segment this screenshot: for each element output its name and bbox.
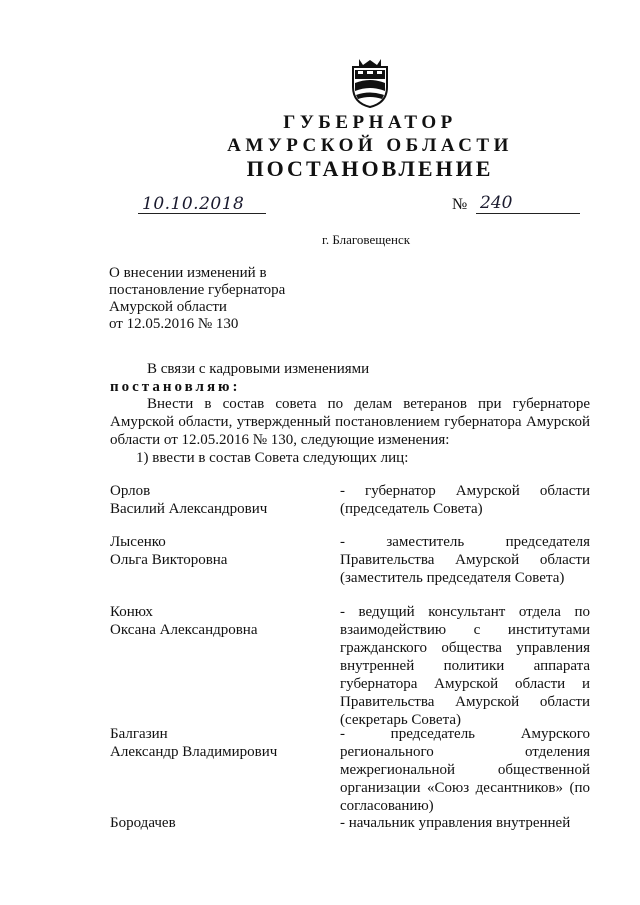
number-underline: [476, 212, 580, 214]
subject-line: постановление губернатора: [109, 282, 286, 298]
subject-line: от 12.05.2016 № 130: [109, 316, 239, 332]
handwritten-date: 10.10.2018: [142, 194, 245, 214]
main-paragraph: Внести в состав совета по делам ветеранов при губернаторе Амурской области, утвержденный постановлением губернатора Амурской области от 12.05.2016 № 130, следующие изменения:: [110, 396, 590, 448]
member-surname: Лысенко: [110, 534, 166, 550]
member-surname: Орлов: [110, 483, 151, 499]
member-role: - начальник управления внутренней: [340, 815, 571, 831]
member-surname: Бородачев: [110, 815, 176, 831]
member-given-names: Александр Владимирович: [110, 744, 278, 760]
subject-block: [109, 265, 285, 333]
city: г. Благовещенск: [322, 232, 411, 247]
subject-line: О внесении изменений в: [109, 265, 267, 281]
member-role: - заместитель председателя Правительства Амурской области (заместитель председателя Совета): [340, 534, 590, 586]
item-1: 1) ввести в состав Совета следующих лиц:: [136, 450, 409, 466]
member-given-names: Ольга Викторовна: [110, 552, 228, 568]
member-name: [110, 603, 325, 639]
intro-paragraph: В связи с кадровыми изменениями: [147, 361, 370, 377]
date-underline: [138, 212, 266, 214]
member-name: [110, 533, 325, 569]
resolve-word: постановляю:: [110, 379, 241, 395]
coat-of-arms-emblem: [345, 57, 395, 109]
member-role: - ведущий консультант отдела по взаимодействию с институтами гражданского общества управления внутренней политики аппарата губернатора Амурской области и Правительства Амурской области (секретарь Совета): [340, 604, 590, 728]
issuer-title: ГУБЕРНАТОР: [283, 112, 457, 133]
member-given-names: Василий Александрович: [110, 501, 268, 517]
member-name: [110, 725, 325, 761]
issuer-region: АМУРСКОЙ ОБЛАСТИ: [227, 135, 513, 156]
member-name: [110, 814, 325, 832]
member-name: [110, 482, 325, 518]
subject-line: Амурской области: [109, 299, 227, 315]
member-surname: Конюх: [110, 604, 153, 620]
member-role: - председатель Амурского регионального отделения межрегиональной общественной организации «Союз десантников» (по согласованию): [340, 726, 590, 814]
member-surname: Балгазин: [110, 726, 168, 742]
member-role: - губернатор Амурской области (председатель Совета): [340, 483, 590, 517]
handwritten-number: 240: [480, 193, 513, 213]
document-type: ПОСТАНОВЛЕНИЕ: [246, 156, 494, 181]
member-given-names: Оксана Александровна: [110, 622, 258, 638]
number-sign: №: [452, 196, 468, 213]
